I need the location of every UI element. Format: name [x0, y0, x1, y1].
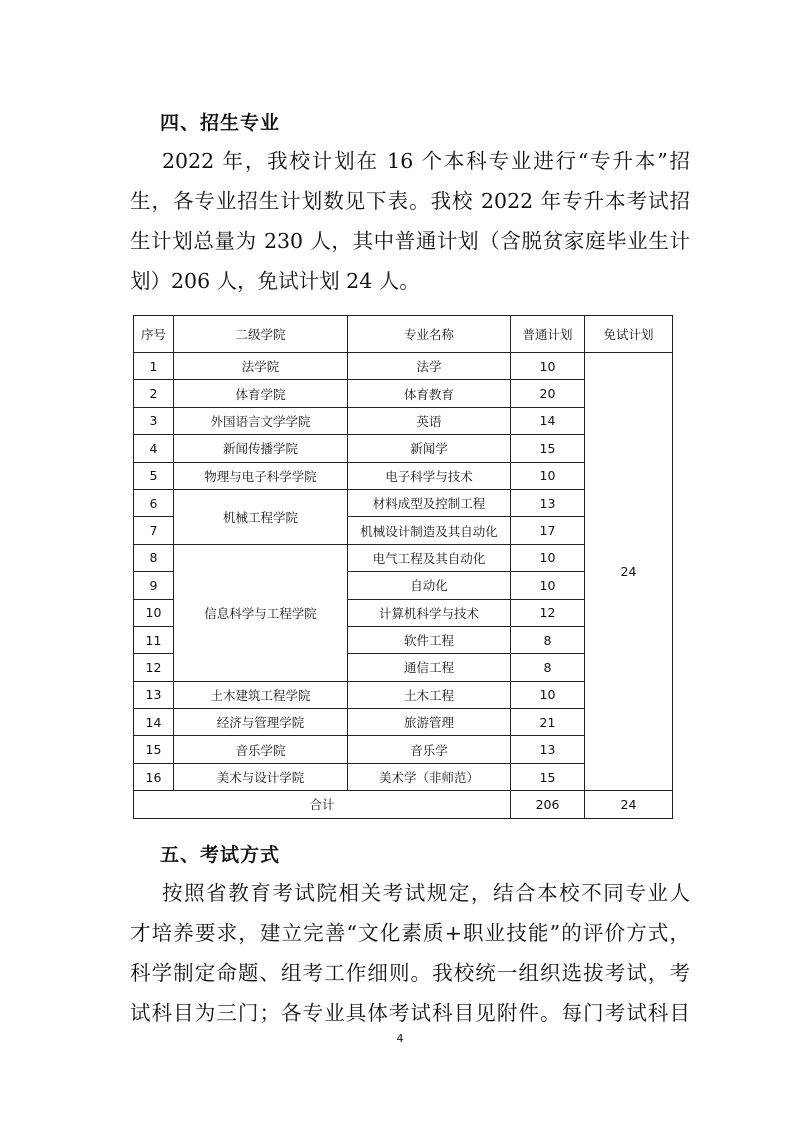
total-exempt: 24: [585, 791, 673, 818]
row-college: 音乐学院: [174, 736, 348, 763]
row-regular: 10: [511, 681, 585, 708]
row-no: 4: [134, 435, 174, 462]
row-major: 计算机科学与技术: [348, 599, 511, 626]
row-college: 土木建筑工程学院: [174, 681, 348, 708]
row-regular: 14: [511, 407, 585, 434]
row-no: 5: [134, 462, 174, 489]
paragraph-line: 生计划总量为 230 人，其中普通计划（含脱贫家庭毕业生计: [130, 229, 690, 253]
paragraph-line: 按照省教育考试院相关考试规定，结合本校不同专业人: [162, 881, 690, 905]
row-no: 15: [134, 736, 174, 763]
row-regular: 8: [511, 626, 585, 653]
row-regular: 12: [511, 599, 585, 626]
row-college: 信息科学与工程学院: [174, 544, 348, 681]
row-regular: 21: [511, 709, 585, 736]
row-regular: 8: [511, 654, 585, 681]
row-major: 通信工程: [348, 654, 511, 681]
row-major: 法学: [348, 353, 511, 380]
row-major: 自动化: [348, 572, 511, 599]
row-major: 英语: [348, 407, 511, 434]
row-major: 体育教育: [348, 380, 511, 407]
row-regular: 10: [511, 572, 585, 599]
section-4-paragraph: [130, 141, 690, 301]
row-major: 软件工程: [348, 626, 511, 653]
row-major: 电子科学与技术: [348, 462, 511, 489]
header-no: 序号: [134, 316, 174, 353]
total-label: 合计: [134, 791, 511, 818]
row-college: 机械工程学院: [174, 489, 348, 544]
row-regular: 17: [511, 517, 585, 544]
row-major: 机械设计制造及其自动化: [348, 517, 511, 544]
total-regular: 206: [511, 791, 585, 818]
section-4-heading: 四、招生专业: [160, 112, 281, 134]
row-college: 新闻传播学院: [174, 435, 348, 462]
page-number: 4: [396, 1032, 404, 1045]
row-no: 8: [134, 544, 174, 571]
row-college: 物理与电子科学学院: [174, 462, 348, 489]
paragraph-line: 科学制定命题、组考工作细则。我校统一组织选拔考试，考: [130, 961, 690, 985]
paragraph-line: 生，各专业招生计划数见下表。我校 2022 年专升本考试招: [130, 189, 690, 213]
row-regular: 13: [511, 736, 585, 763]
row-college: 美术与设计学院: [174, 763, 348, 790]
row-regular: 10: [511, 462, 585, 489]
table-total-row: [134, 791, 673, 818]
row-no: 9: [134, 572, 174, 599]
header-regular-plan: 普通计划: [511, 316, 585, 353]
row-no: 13: [134, 681, 174, 708]
section-5-heading: 五、考试方式: [160, 844, 281, 866]
section-5-paragraph: [130, 873, 690, 1033]
row-major: 美术学（非师范）: [348, 763, 511, 790]
row-no: 1: [134, 353, 174, 380]
table-header-row: [134, 316, 673, 353]
row-regular: 20: [511, 380, 585, 407]
row-major: 音乐学: [348, 736, 511, 763]
table-row: [134, 353, 673, 380]
row-regular: 15: [511, 763, 585, 790]
row-regular: 10: [511, 544, 585, 571]
row-no: 12: [134, 654, 174, 681]
row-no: 16: [134, 763, 174, 790]
row-college: 法学院: [174, 353, 348, 380]
paragraph-line: 试科目为三门；各专业具体考试科目见附件。每门考试科目: [130, 1001, 690, 1025]
row-college: 体育学院: [174, 380, 348, 407]
row-no: 2: [134, 380, 174, 407]
row-no: 3: [134, 407, 174, 434]
row-major: 电气工程及其自动化: [348, 544, 511, 571]
row-major: 土木工程: [348, 681, 511, 708]
row-college: 外国语言文学学院: [174, 407, 348, 434]
row-regular: 15: [511, 435, 585, 462]
exempt-plan-merged: 24: [585, 353, 673, 791]
row-college: 经济与管理学院: [174, 709, 348, 736]
row-major: 新闻学: [348, 435, 511, 462]
row-no: 14: [134, 709, 174, 736]
row-no: 6: [134, 489, 174, 516]
header-major: 专业名称: [348, 316, 511, 353]
row-major: 旅游管理: [348, 709, 511, 736]
enrollment-table: [133, 315, 673, 819]
row-no: 11: [134, 626, 174, 653]
row-no: 10: [134, 599, 174, 626]
row-no: 7: [134, 517, 174, 544]
header-college: 二级学院: [174, 316, 348, 353]
header-exempt-plan: 免试计划: [585, 316, 673, 353]
paragraph-line: 才培养要求，建立完善“文化素质+职业技能”的评价方式，: [130, 921, 690, 945]
paragraph-line: 2022 年，我校计划在 16 个本科专业进行“专升本”招: [162, 149, 690, 173]
row-regular: 10: [511, 353, 585, 380]
row-regular: 13: [511, 489, 585, 516]
paragraph-line: 划）206 人，免试计划 24 人。: [130, 269, 420, 293]
row-major: 材料成型及控制工程: [348, 489, 511, 516]
